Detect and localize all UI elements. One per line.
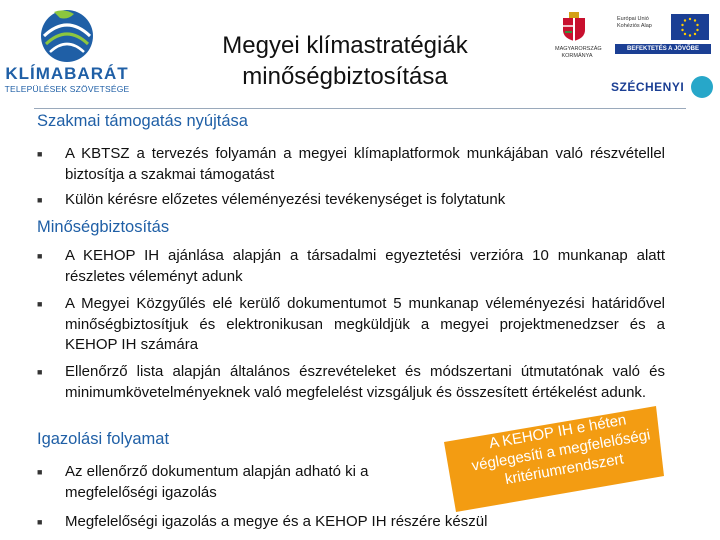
globe-icon [34,6,100,64]
coat-of-arms-icon [561,12,587,42]
bullet-text: Az ellenőrző dokumentum alapján adható ki a megfelelőségi igazolás [65,463,369,501]
bullet-text: Megfelelőségi igazolás a megye és a KEHOP IH részére készül [65,513,488,530]
title-line-1: Megyei klímastratégiák [222,32,468,59]
eu-fund-text: Európai Unió Kohéziós Alap [617,16,652,29]
title-line-2: minőségbiztosítása [242,63,448,90]
invest-future-banner: BEFEKTETÉS A JÖVŐBE [615,44,711,54]
header-divider [34,108,686,109]
bullet-icon: ■ [37,517,43,527]
sponsor-logos [555,6,717,106]
bullet-icon: ■ [37,149,43,159]
bullet-icon: ■ [37,251,43,261]
callout-text: A KEHOP IH e héten véglegesíti a megfelelőségi kritériumrendszert [470,411,652,489]
logo-brand: KLÍMABARÁT [5,64,129,83]
bullet-icon: ■ [37,467,43,477]
bullet-text: Ellenőrző lista alapján általános észrevételeket és módszertani útmutatónak való és minimumkövetelményeknek való megfelelést vizsgáljuk és összesített értékelést adunk. [65,363,665,401]
eu-flag-icon [671,14,709,40]
szechenyi-badge-icon [691,76,713,98]
klimabarat-logo [4,6,130,102]
hungary-government-text: MAGYARORSZÁG KORMÁNYA [555,46,602,59]
logo-subtitle: TELEPÜLÉSEK SZÖVETSÉGE [4,84,130,94]
bullet-text: A Megyei Közgyűlés elé kerülő dokumentumot 5 munkanap véleményezési határidővel minőségbiztosítjuk és elektronikusan megküldjük a megyei projektmenedzser és a KEHOP IH számára [65,295,665,353]
szechenyi-logo-text: SZÉCHENYI [611,80,685,94]
bullet-text: A KBTSZ a tervezés folyamán a megyei klímaplatformok munkájában való részvétellel biztosítja a szakmai támogatást [65,145,665,183]
bullet-icon: ■ [37,367,43,377]
section-title-certification: Igazolási folyamat [37,430,170,448]
bullet-icon: ■ [37,195,43,205]
page-title [180,30,510,92]
bullet-text: A KEHOP IH ajánlása alapján a társadalmi egyeztetési verzióra 10 munkanap alatt részletes véleményt adunk [65,247,665,285]
section-title-quality: Minőségbiztosítás [37,218,170,236]
bullet-icon: ■ [37,299,43,309]
section-title-support: Szakmai támogatás nyújtása [37,112,248,130]
bullet-text: Külön kérésre előzetes véleményezési tevékenységet is folytatunk [65,191,506,208]
